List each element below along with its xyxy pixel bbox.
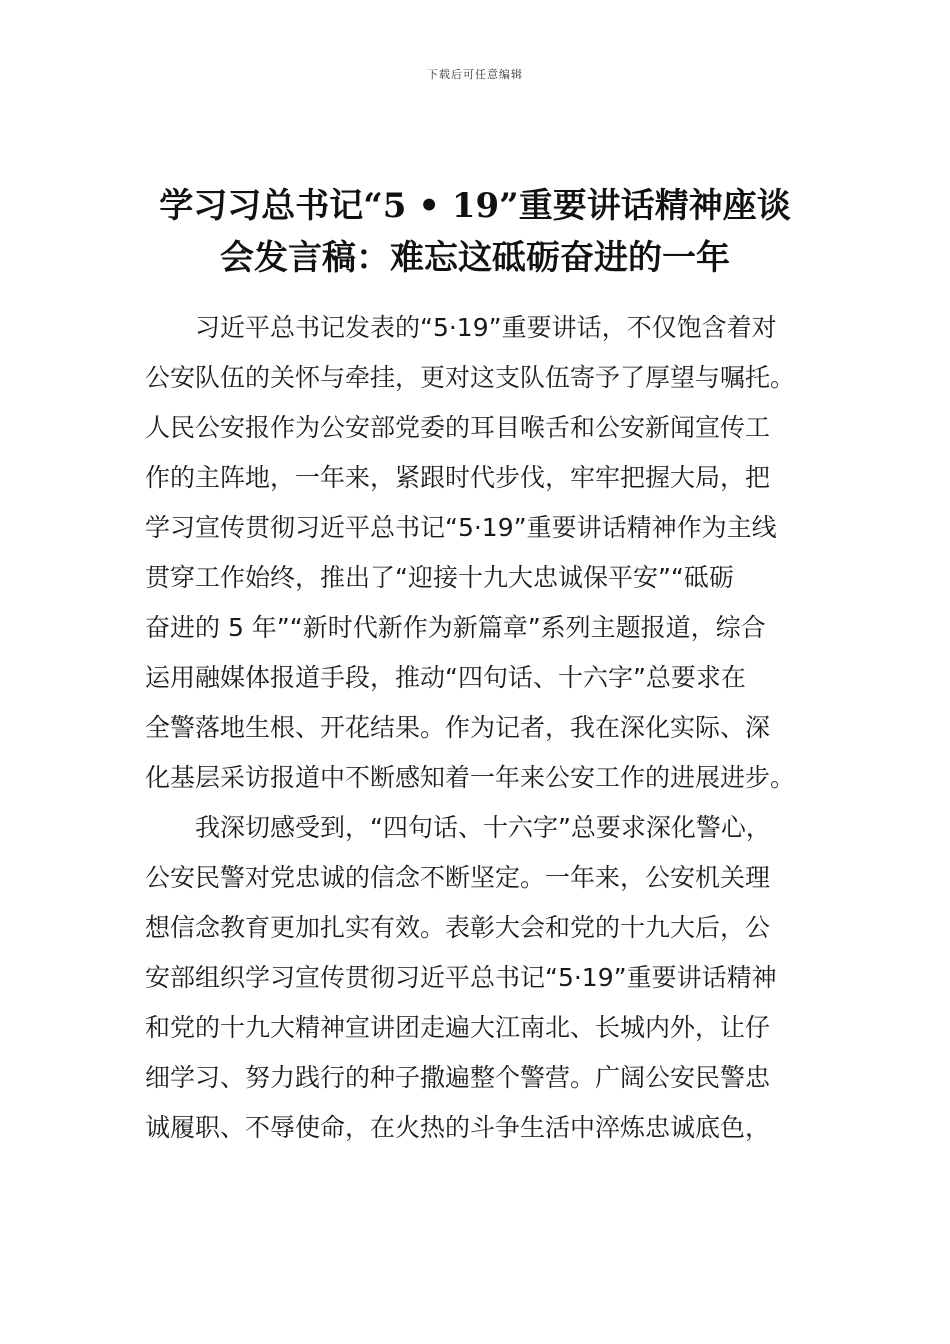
document-body bbox=[145, 303, 810, 1153]
text-line: 公安队伍的关怀与牵挂，更对这支队伍寄予了厚望与嘱托。 bbox=[145, 363, 796, 392]
text-line: 习近平总书记发表的“5·19”重要讲话，不仅饱含着对 bbox=[195, 313, 777, 342]
text-line: 作的主阵地，一年来，紧跟时代步伐，牢牢把握大局，把 bbox=[145, 463, 771, 492]
paragraph-1 bbox=[145, 303, 810, 803]
text-line: 奋进的 5 年”“新时代新作为新篇章”系列主题报道，综合 bbox=[145, 613, 766, 642]
text-line: 想信念教育更加扎实有效。表彰大会和党的十九大后，公 bbox=[145, 913, 771, 942]
text-line: 人民公安报作为公安部党委的耳目喉舌和公安新闻宣传工 bbox=[145, 413, 771, 442]
text-line: 诚履职、不辱使命，在火热的斗争生活中淬炼忠诚底色， bbox=[145, 1113, 771, 1142]
text-line: 公安民警对党忠诚的信念不断坚定。一年来，公安机关理 bbox=[145, 863, 771, 892]
document-title bbox=[120, 180, 830, 284]
title-line: 会发言稿：难忘这砥砺奋进的一年 bbox=[220, 238, 730, 278]
text-line: 和党的十九大精神宣讲团走遍大江南北、长城内外，让仔 bbox=[145, 1013, 771, 1042]
text-line: 我深切感受到，“四句话、十六字”总要求深化警心， bbox=[195, 813, 771, 842]
paragraph-2 bbox=[145, 803, 810, 1153]
text-line: 运用融媒体报道手段，推动“四句话、十六字”总要求在 bbox=[145, 663, 746, 692]
text-line: 细学习、努力践行的种子撒遍整个警营。广阔公安民警忠 bbox=[145, 1063, 771, 1092]
title-line: 学习习总书记“5 • 19”重要讲话精神座谈 bbox=[159, 186, 791, 226]
text-line: 贯穿工作始终，推出了“迎接十九大忠诚保平安”“砥砺 bbox=[145, 563, 734, 592]
text-line: 安部组织学习宣传贯彻习近平总书记“5·19”重要讲话精神 bbox=[145, 963, 777, 992]
text-line: 学习宣传贯彻习近平总书记“5·19”重要讲话精神作为主线 bbox=[145, 513, 777, 542]
header-note: 下载后可任意编辑 bbox=[427, 68, 523, 81]
text-line: 全警落地生根、开花结果。作为记者，我在深化实际、深 bbox=[145, 713, 771, 742]
text-line: 化基层采访报道中不断感知着一年来公安工作的进展进步。 bbox=[145, 763, 796, 792]
